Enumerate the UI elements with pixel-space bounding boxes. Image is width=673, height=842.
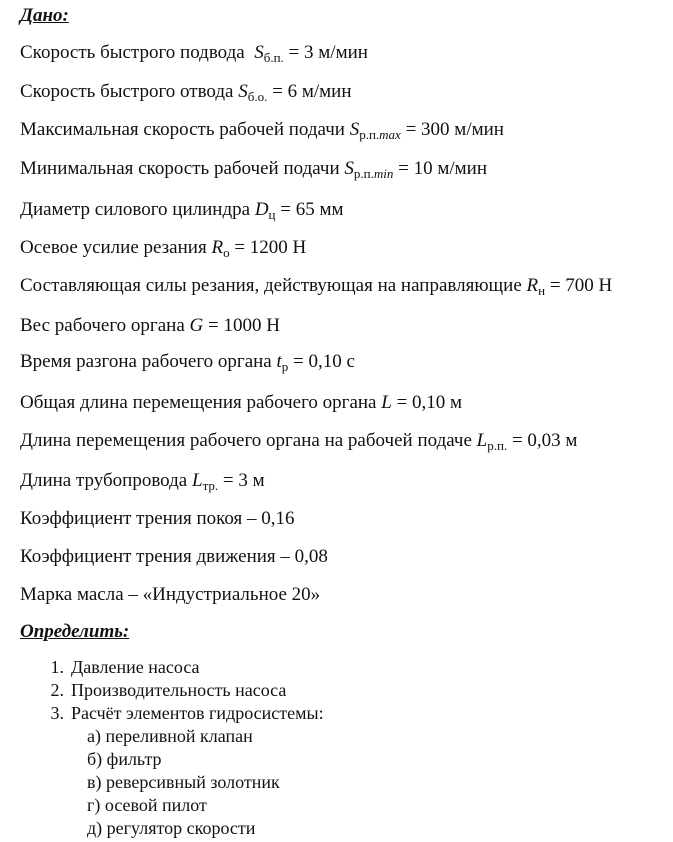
given-subscript: р (281, 359, 289, 374)
given-label: Коэффициент трения покоя – 0,16 (20, 508, 295, 529)
given-row (20, 545, 328, 569)
given-symbol: S (238, 81, 248, 102)
given-symbol: t (276, 351, 282, 372)
given-symbol: S (254, 42, 264, 63)
given-row (20, 118, 504, 147)
given-subscript: н (538, 283, 546, 298)
given-label: Время разгона рабочего органа (20, 351, 272, 372)
given-label: Длина трубопровода (20, 470, 188, 491)
given-value: = 65 мм (280, 199, 344, 220)
find-subitem: а) переливной клапан (87, 726, 253, 746)
find-item-text: Давление насоса (71, 657, 200, 677)
given-subscript: р.п. (487, 438, 508, 453)
given-symbol: R (211, 237, 224, 258)
given-symbol: L (191, 470, 203, 491)
given-row (20, 469, 265, 498)
given-label: Составляющая силы резания, действующая на направляющие (20, 275, 522, 296)
given-label: Диаметр силового цилиндра (20, 199, 251, 220)
find-subitem: б) фильтр (87, 749, 162, 769)
given-row (20, 157, 487, 186)
given-label: Скорость быстрого отвода (20, 81, 234, 102)
given-symbol: D (254, 199, 269, 220)
given-row (20, 429, 577, 458)
given-value: = 3 м/мин (288, 42, 368, 63)
given-value: = 1200 Н (234, 237, 307, 258)
given-subscript: р.п. (353, 166, 374, 181)
given-label: Длина перемещения рабочего органа на рабочей подаче (20, 430, 472, 451)
find-item-text: Расчёт элементов гидросистемы: (71, 703, 324, 723)
given-heading: Дано: (20, 5, 69, 26)
find-item-text: Производительность насоса (71, 680, 287, 700)
given-label: Общая длина перемещения рабочего органа (20, 392, 377, 413)
find-subitem: в) реверсивный золотник (87, 772, 280, 792)
given-value: = 6 м/мин (272, 81, 352, 102)
given-row (20, 314, 280, 338)
given-value: = 3 м (222, 470, 265, 491)
given-value: = 1000 Н (208, 315, 280, 336)
find-heading: Определить: (20, 621, 130, 642)
find-item-number: 2. (50, 680, 64, 700)
given-symbol: S (344, 158, 354, 179)
given-row (20, 583, 320, 607)
given-row (20, 507, 295, 531)
given-symbol: G (189, 315, 204, 336)
given-label: Марка масла – «Индустриальное 20» (20, 584, 321, 605)
given-value: = 300 м/мин (405, 119, 504, 140)
given-value: = 0,10 с (293, 351, 355, 372)
given-row (20, 80, 352, 109)
given-label: Максимальная скорость рабочей подачи (20, 119, 345, 140)
given-value: = 700 Н (549, 275, 613, 296)
given-row (20, 274, 612, 303)
given-label: Осевое усилие резания (20, 237, 207, 258)
given-symbol: L (476, 430, 488, 451)
given-symbol: R (526, 275, 539, 296)
given-subscript-italic: max (379, 127, 401, 142)
given-value: = 0,10 м (396, 392, 463, 413)
given-label: Вес рабочего органа (20, 315, 185, 336)
given-row (20, 41, 368, 70)
given-label: Коэффициент трения движения – 0,08 (20, 546, 328, 567)
given-symbol: S (349, 119, 360, 140)
given-subscript-italic: min (373, 166, 394, 181)
find-subitem: д) регулятор скорости (87, 818, 256, 838)
given-symbol: L (381, 392, 392, 413)
given-value: = 0,03 м (511, 430, 578, 451)
given-subscript: тр. (202, 478, 219, 493)
given-label: Минимальная скорость рабочей подачи (20, 158, 340, 179)
given-subscript: ц (268, 207, 276, 222)
given-value: = 10 м/мин (398, 158, 488, 179)
given-subscript: р.п. (359, 127, 380, 142)
find-item-number: 3. (50, 703, 64, 723)
given-row (20, 350, 355, 379)
given-row (20, 236, 306, 265)
given-row (20, 198, 344, 227)
find-subitem: г) осевой пилот (87, 795, 207, 815)
given-subscript: о (223, 245, 230, 260)
given-subscript: б.о. (247, 89, 268, 104)
given-label: Скорость быстрого подвода (20, 42, 245, 63)
given-subscript: б.п. (263, 50, 284, 65)
find-item-number: 1. (50, 657, 64, 677)
given-row (20, 391, 462, 415)
